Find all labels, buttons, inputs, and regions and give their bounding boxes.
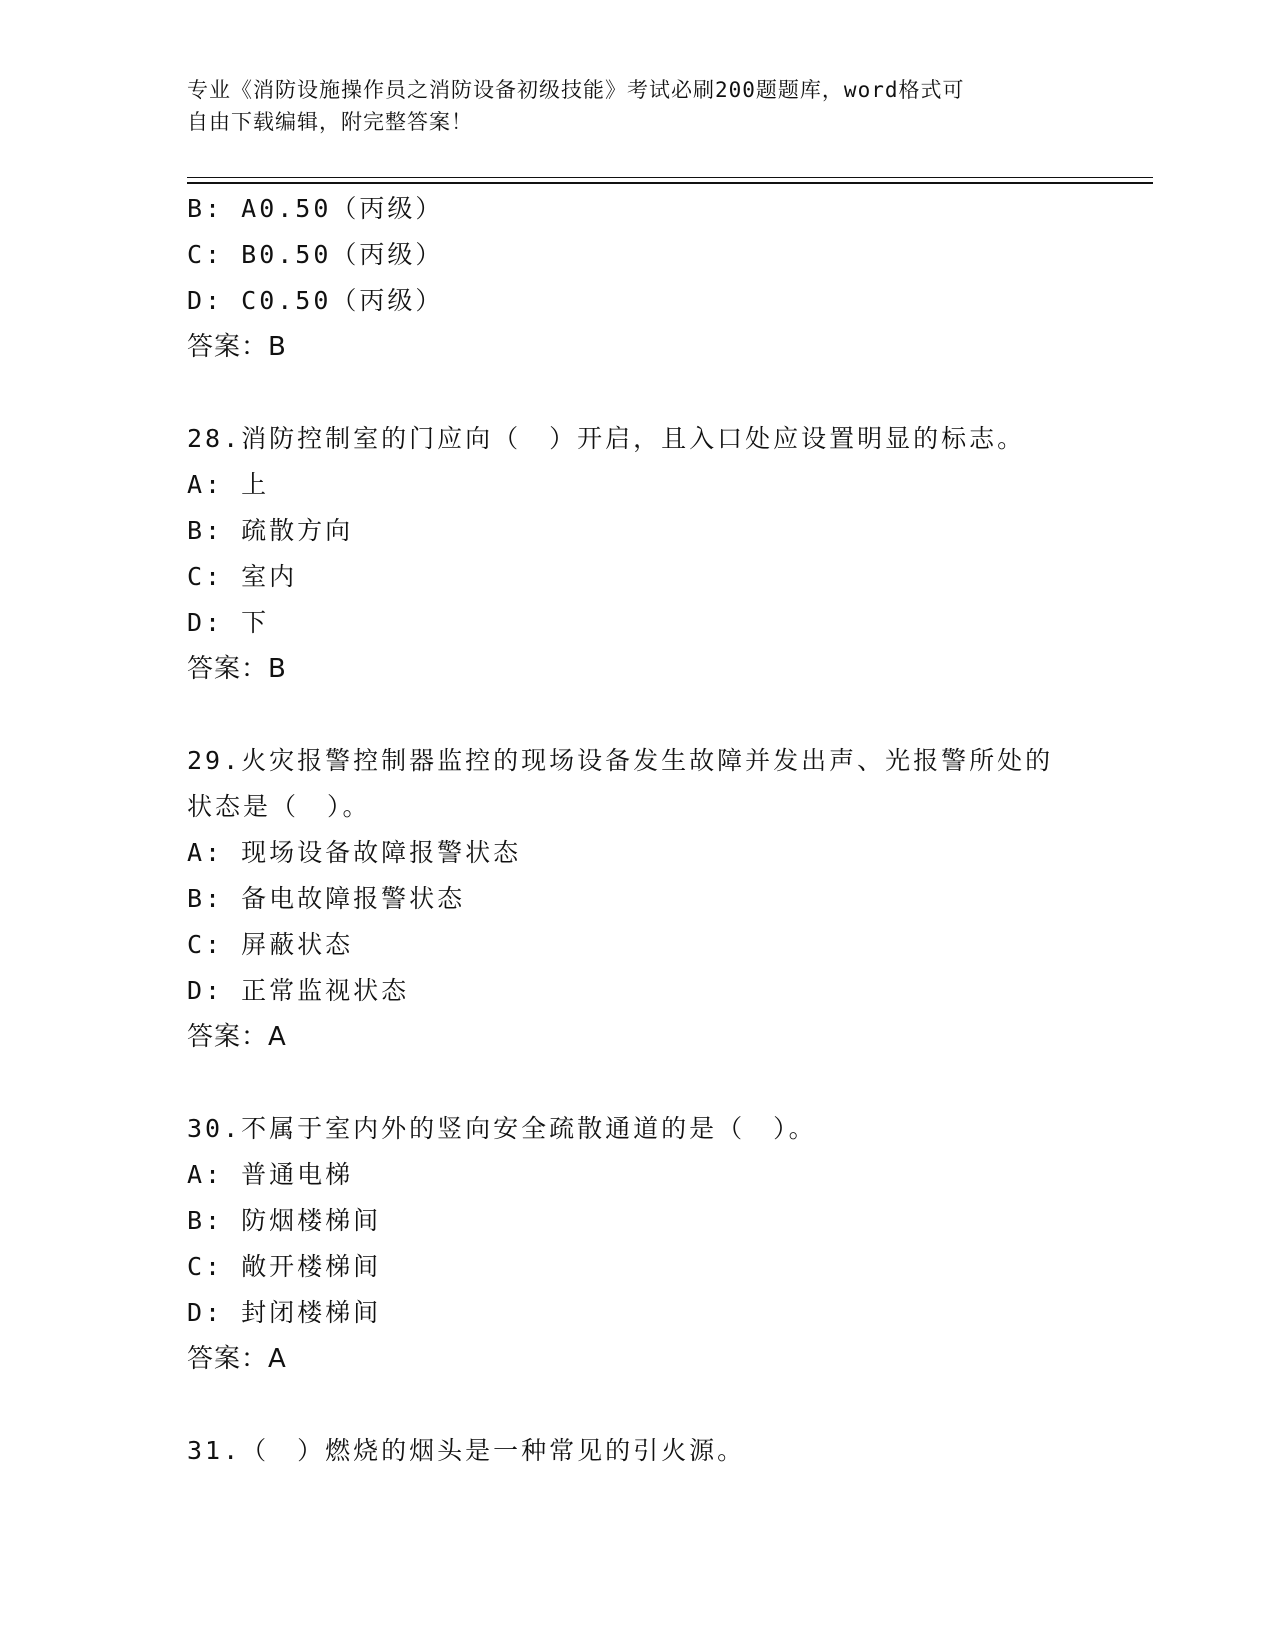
option-b: B: 备电故障报警状态 <box>187 884 466 913</box>
option-c: C: B0.50（丙级） <box>187 240 444 269</box>
question-28 <box>187 416 1087 692</box>
option-a: A: 普通电梯 <box>187 1160 354 1189</box>
header-rule-thick <box>187 182 1153 184</box>
prev-question-block <box>187 186 1087 370</box>
question-text: 30.不属于室内外的竖向安全疏散通道的是（ ）。 <box>187 1114 817 1143</box>
option-b: B: 疏散方向 <box>187 516 354 545</box>
option-d: D: 正常监视状态 <box>187 976 410 1005</box>
answer-line: 答案：B <box>187 332 287 362</box>
spacer <box>187 1060 1087 1106</box>
option-a: A: 现场设备故障报警状态 <box>187 838 522 867</box>
option-b: B: 防烟楼梯间 <box>187 1206 382 1235</box>
spacer <box>187 692 1087 738</box>
question-30 <box>187 1106 1087 1382</box>
option-a: A: 上 <box>187 470 270 499</box>
question-31 <box>187 1428 1087 1474</box>
option-b: B: A0.50（丙级） <box>187 194 444 223</box>
answer-line: 答案：A <box>187 1022 287 1052</box>
option-d: D: 下 <box>187 608 270 637</box>
spacer <box>187 370 1087 416</box>
header-rule-thin <box>187 177 1153 178</box>
question-text: 29.火灾报警控制器监控的现场设备发生故障并发出声、光报警所处的 <box>187 746 1054 775</box>
spacer <box>187 1382 1087 1428</box>
question-29 <box>187 738 1087 1060</box>
document-header <box>187 74 1067 138</box>
header-line-2: 自由下载编辑，附完整答案！ <box>187 110 473 134</box>
option-c: C: 屏蔽状态 <box>187 930 354 959</box>
question-text: 31.（ ）燃烧的烟头是一种常见的引火源。 <box>187 1436 746 1465</box>
option-c: C: 室内 <box>187 562 298 591</box>
header-line-1: 专业《消防设施操作员之消防设备初级技能》考试必刷200题题库，word格式可 <box>187 78 965 102</box>
option-c: C: 敞开楼梯间 <box>187 1252 382 1281</box>
question-list <box>187 186 1087 1474</box>
answer-line: 答案：A <box>187 1344 287 1374</box>
question-text-continued: 状态是（ ）。 <box>187 792 371 821</box>
question-text: 28.消防控制室的门应向（ ）开启，且入口处应设置明显的标志。 <box>187 424 1026 453</box>
answer-line: 答案：B <box>187 654 287 684</box>
option-d: D: C0.50（丙级） <box>187 286 444 315</box>
option-d: D: 封闭楼梯间 <box>187 1298 382 1327</box>
